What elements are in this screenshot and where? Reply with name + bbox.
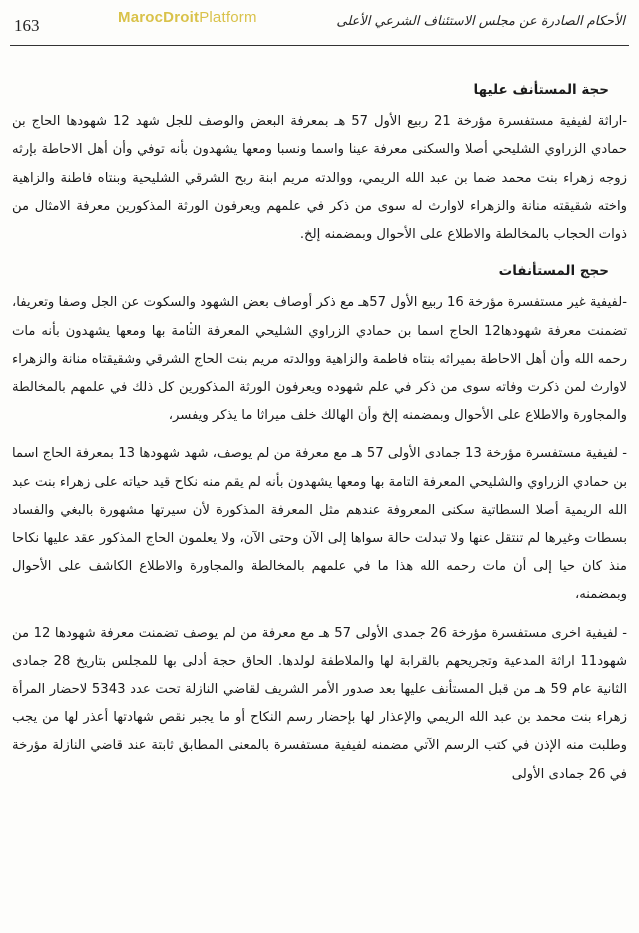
paragraph-appellants-proof-1: -لفيفية غير مستفسرة مؤرخة 16 ربيع الأول 57هـ مع ذكر أوصاف بعض الشهود والسكوت عن الجل وصفا وتعريفا، تضمنت معرفة شهودها12 الحاج اسما بن حمادي الزراوي الشليحي المعرفة التامة بها ومعها يشهدون بأنه مات رحمه الله وأن أهل الاحاطة بميراثه بنتاه فاطمة والزاهية ووالدته مريم بنت الحاج الشرقي وشقيقتاه منانة والزهراء لاوارث لمن ذكرت وفاته سوى من ذكر في علم شهوده ويعرفون الورثة المذكورين كل ذلك في علمهم بالمخالطة والمجاورة والاطلاع على الأحوال وبمضمنه إلخ وأن الهالك خلف ميراثا ما يذكر ويفسر، [12,295,628,424]
running-title: الأحكام الصادرة عن مجلس الاستئناف الشرعي الأعلى [336,14,625,29]
paragraph-appellants-proof-3: - لفيفية اخرى مستفسرة مؤرخة 26 جمدى الأولى 57 هـ مع معرفة من لم يوصف تضمنت معرفة شهودها 12 من شهود11 اراثة المدعية وتجريحهم بالقرابة لها والملاطفة لولدها. الحاق حجة أدلى بها للمجلس بتاريخ 28 جمادى الثانية عام 59 هـ من قبل المستأنف عليها بعد صدور الأمر الشريف لقاضي النازلة تحت عدد 5343 لاحضار المرأة زهراء بنت محمد بن عبد الله الريمي والإعذار لها بإحضار رسم النكاح أو ما يجبر نقص شهادتها أعذر لها من يجب وطلبت منه الإذن في كتب الرسم الآتي مضمنه لفيفية مستفسرة بالمعنى المطابق ثابتة عند قاضي النازلة مؤرخة في 26 جمادى الأولى [12,625,628,782]
page-header [0,0,639,48]
page-number: 163 [14,16,40,35]
page-body [12,76,627,789]
section-heading-appellants-proofs: حجج المستأنفات [498,263,609,280]
watermark-suffix: Platform [199,9,257,26]
speck-mark [190,322,192,324]
section-heading-respondent-proof: حجة المستأنف عليها [473,82,609,98]
header-rule [10,45,629,46]
watermark-logo [118,9,257,26]
paragraph-respondent-proof: -اراثة لفيفية مستفسرة مؤرخة 21 ربيع الأول 57 هـ بمعرفة البعض والوصف للجل شهد 12 شهودها الحاج بن حمادي الزراوي الشليحي أصلا والسكنى معرفة عينا واسما ونسبا ومعها يشهدون بأنه توفي وأن أهل الاحاطة بإرثه زوجه زهراء بنت محمد ضما بن عبد الله الريمي، ووالدته مريم ابنة ربح الشرقي الشليحية وبنتاه فاطنة والزاهية واخته شقيقته منانة والزهراء لاوارث له سوى من ذكر في علمهم ويعرفون الورثة المذكورين معرفة الامثال من ذوات الحجاب بالمخالطة والاطلاع على الأحوال وبمضمنه إلخ. [12,114,628,243]
watermark-brand: MarocDroit [118,9,200,26]
paragraph-appellants-proof-2: - لفيفية مستفسرة مؤرخة 13 جمادى الأولى 57 هـ مع معرفة من لم يوصف، شهد شهودها 13 بمعرفة الحاج اسما بن حمادي الزراوي والشليحي المعرفة التامة بها ومعها يشهدون بأنه لم يقم منه نكاح قيد حياته على زهراء بنت عبد الله الريمية أصلا السطاتية سكنى المعروفة عندهم مثل المعرفة المذكورة لأن سيرتها مشهورة بالبغي والفساد بسطات وغيرها لم تنتقل عنها ولا تبدلت حالة سواها إلى الآن وحتى الآن، ولا يعلمون الحاج المذكور عقد عليها نكاحا منذ كان حيا إلى أن مات رحمه الله هذا ما في علمهم بالمخالطة والمجاورة والاطلاع الكاشف على الأحوال وبمضمنه، [12,446,627,603]
